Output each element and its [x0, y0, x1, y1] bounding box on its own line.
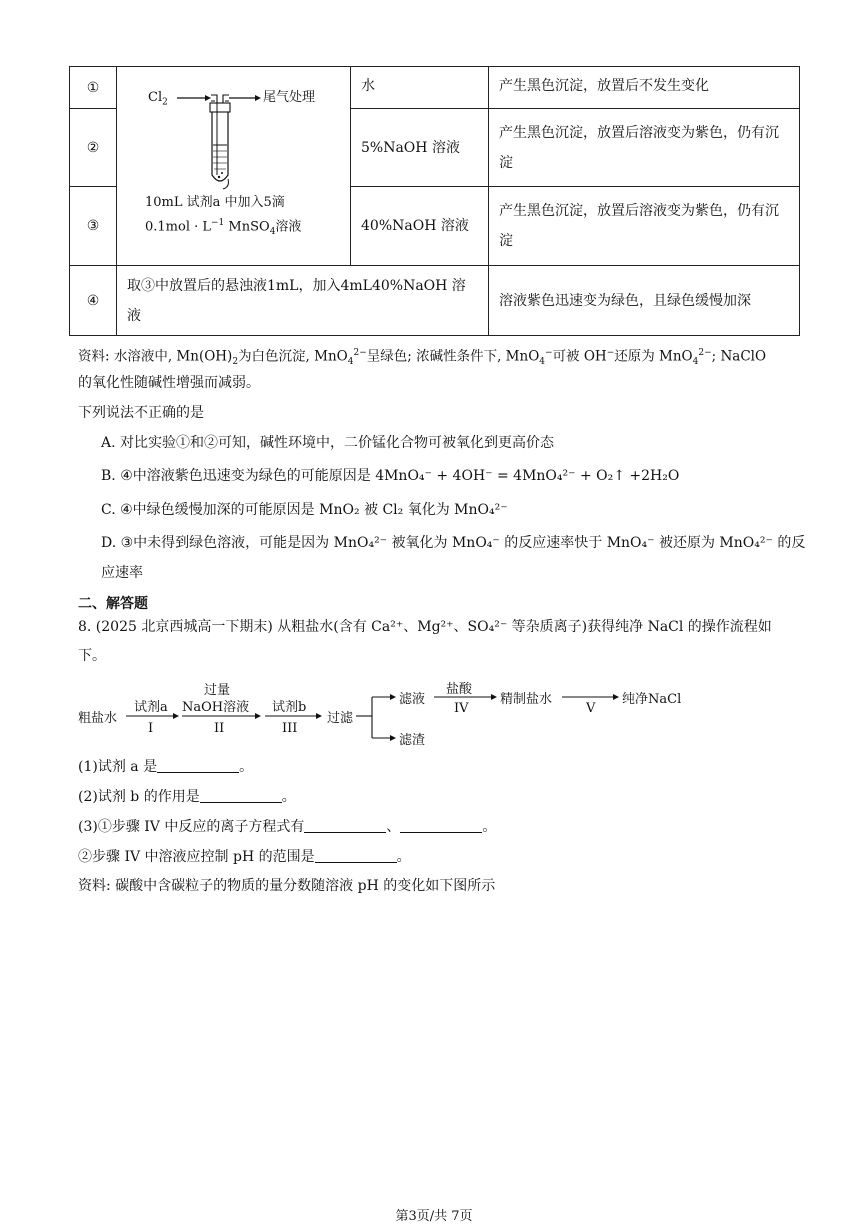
row-1-number: ①	[70, 67, 117, 109]
question-stem: 下列说法不正确的是	[78, 405, 204, 421]
row-2-phenomenon: 产生黑色沉淀，放置后溶液变为紫色，仍有沉淀	[489, 109, 800, 187]
flow-step3-reagent: 试剂b	[272, 700, 307, 715]
option-d-line-1: D. ③中未得到绿色溶液，可能是因为 MnO₄²⁻ 被氧化为 MnO₄⁻ 的反应速率快于 MnO₄⁻ 被还原为 MnO₄²⁻ 的反	[101, 535, 806, 551]
row-4-phenomenon: 溶液紫色迅速变为绿色，且绿色缓慢加深	[489, 266, 800, 336]
flow-start: 粗盐水	[78, 711, 118, 726]
option-c: C. ④中绿色缓慢加深的可能原因是 MnO₂ 被 Cl₂ 氧化为 MnO₄²⁻	[101, 502, 508, 518]
info-line-2: 的氧化性随碱性增强而减弱。	[78, 375, 260, 391]
row-3-phenomenon: 产生黑色沉淀，放置后溶液变为紫色，仍有沉淀	[489, 187, 800, 266]
answer-blank-4[interactable]	[315, 848, 397, 863]
flow-residue: 滤渣	[399, 733, 426, 748]
option-a: A. 对比实验①和②可知，碱性环境中，二价锰化合物可被氧化到更高价态	[101, 435, 555, 451]
tail-gas-label: 尾气处理	[263, 90, 316, 105]
apparatus-cell	[117, 67, 351, 266]
flow-step1-label: I	[148, 721, 154, 736]
row-3-number: ③	[70, 187, 117, 266]
page-footer: 第3页/共 7页	[395, 1209, 473, 1224]
row-4-operation: 取③中放置后的悬浊液1mL，加入4mL40%NaOH 溶液	[117, 266, 489, 336]
experiment-table	[69, 66, 800, 336]
answer-blank-3a[interactable]	[304, 818, 386, 833]
row-4-number: ④	[70, 266, 117, 336]
subq-4: ②步骤 IV 中溶液应控制 pH 的范围是 。	[78, 849, 411, 865]
row-1-phenomenon: 产生黑色沉淀，放置后不发生变化	[489, 67, 800, 109]
flow-filter: 过滤	[327, 711, 354, 726]
answer-blank-3b[interactable]	[400, 818, 482, 833]
cl2-label: $Cl_2$	[148, 90, 168, 108]
info-carbonic: 资料: 碳酸中含碳粒子的物质的量分数随溶液 pH 的变化如下图所示	[78, 878, 496, 894]
flow-step2-reagent: NaOH溶液	[182, 700, 250, 715]
flow-final: 纯净NaCl	[622, 692, 682, 707]
q8-line-2: 下。	[78, 648, 106, 664]
apparatus-caption-1: 10mL 试剂a 中加入5滴	[145, 195, 285, 210]
answer-blank-1[interactable]	[157, 758, 239, 773]
option-b: B. ④中溶液紫色迅速变为绿色的可能原因是 4MnO₄⁻ + 4OH⁻ = 4MnO₄²⁻ + O₂↑ +2H₂O	[101, 468, 680, 484]
subq-3: (3)①步骤 IV 中反应的离子方程式有 、 。	[78, 819, 497, 835]
flow-filtrate: 滤液	[399, 692, 426, 707]
flow-step2-label: II	[214, 721, 225, 736]
apparatus-caption-2: $0.1mol \cdot L^{-1}$ MnSO$_4$溶液	[145, 218, 302, 237]
section-title: 二、解答题	[78, 596, 148, 612]
flow-step4-label: IV	[454, 701, 469, 716]
row-2-number: ②	[70, 109, 117, 187]
option-d-line-2: 应速率	[101, 565, 143, 581]
subq-2: (2)试剂 b 的作用是 。	[78, 789, 296, 805]
flow-refined-brine: 精制盐水	[500, 692, 553, 707]
process-flow-diagram	[78, 678, 718, 748]
flow-step2-excess: 过量	[204, 683, 231, 698]
flow-step1-reagent: 试剂a	[134, 700, 168, 715]
info-line-1: 资料: 水溶液中, $Mn(OH)_2$为白色沉淀, MnO$_4^{2-}$呈绿色; 浓碱性条件下, MnO$_4$−可被 OH−还原为 MnO$_4^{2-}$; NaClO	[78, 348, 767, 368]
flow-step5-label: V	[586, 701, 596, 716]
flow-step3-label: III	[282, 721, 298, 736]
row-2-reagent: 5%NaOH 溶液	[351, 109, 489, 187]
q8-line-1: 8. (2025 北京西城高一下期末) 从粗盐水(含有 Ca²⁺、Mg²⁺、SO₄²⁻ 等杂质离子)获得纯净 NaCl 的操作流程如	[78, 619, 772, 635]
flow-step4-reagent: 盐酸	[446, 682, 473, 697]
subq-1: (1)试剂 a 是 。	[78, 759, 254, 775]
row-3-reagent: 40%NaOH 溶液	[351, 187, 489, 266]
row-1-reagent: 水	[351, 67, 489, 109]
answer-blank-2[interactable]	[200, 788, 282, 803]
